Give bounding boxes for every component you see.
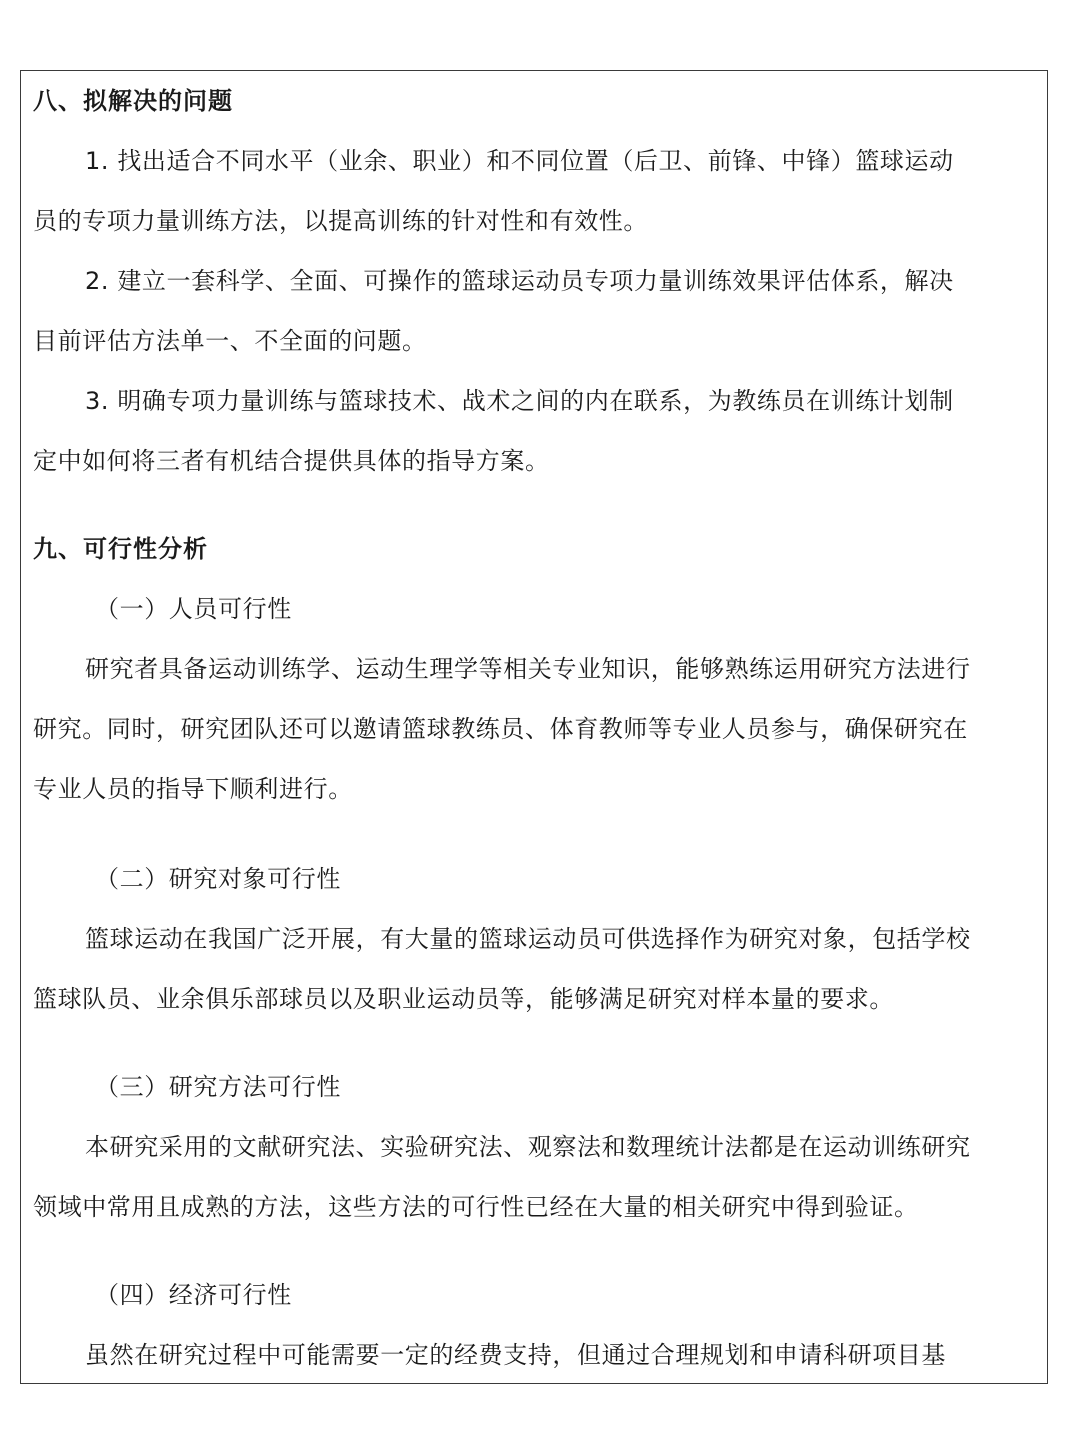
methods-line-2: 领域中常用且成熟的方法，这些方法的可行性已经在大量的相关研究中得到验证。: [33, 1193, 919, 1221]
problem-1-line-1: 1. 找出适合不同水平（业余、职业）和不同位置（后卫、前锋、中锋）篮球运动: [85, 147, 954, 175]
methods-title: （三）研究方法可行性: [95, 1073, 341, 1101]
subjects-line-2: 篮球队员、业余俱乐部球员以及职业运动员等，能够满足研究对样本量的要求。: [33, 985, 894, 1013]
economic-title: （四）经济可行性: [95, 1281, 292, 1309]
problem-2-line-2: 目前评估方法单一、不全面的问题。: [33, 327, 427, 355]
section-9-heading: 九、可行性分析: [33, 535, 208, 563]
problem-1-line-2: 员的专项力量训练方法，以提高训练的针对性和有效性。: [33, 207, 648, 235]
personnel-line-3: 专业人员的指导下顺利进行。: [33, 775, 353, 803]
problem-3-line-1: 3. 明确专项力量训练与篮球技术、战术之间的内在联系，为教练员在训练计划制: [85, 387, 954, 415]
problem-3-line-2: 定中如何将三者有机结合提供具体的指导方案。: [33, 447, 550, 475]
subjects-title: （二）研究对象可行性: [95, 865, 341, 893]
section-8-heading: 八、拟解决的问题: [33, 87, 233, 115]
document-frame: [20, 70, 1048, 1384]
problem-2-line-1: 2. 建立一套科学、全面、可操作的篮球运动员专项力量训练效果评估体系，解决: [85, 267, 954, 295]
personnel-line-1: 研究者具备运动训练学、运动生理学等相关专业知识，能够熟练运用研究方法进行: [85, 655, 971, 683]
methods-line-1: 本研究采用的文献研究法、实验研究法、观察法和数理统计法都是在运动训练研究: [85, 1133, 971, 1161]
personnel-title: （一）人员可行性: [95, 595, 292, 623]
subjects-line-1: 篮球运动在我国广泛开展，有大量的篮球运动员可供选择作为研究对象，包括学校: [85, 925, 971, 953]
economic-line-1: 虽然在研究过程中可能需要一定的经费支持，但通过合理规划和申请科研项目基: [85, 1341, 946, 1369]
personnel-line-2: 研究。同时，研究团队还可以邀请篮球教练员、体育教师等专业人员参与，确保研究在: [33, 715, 968, 743]
